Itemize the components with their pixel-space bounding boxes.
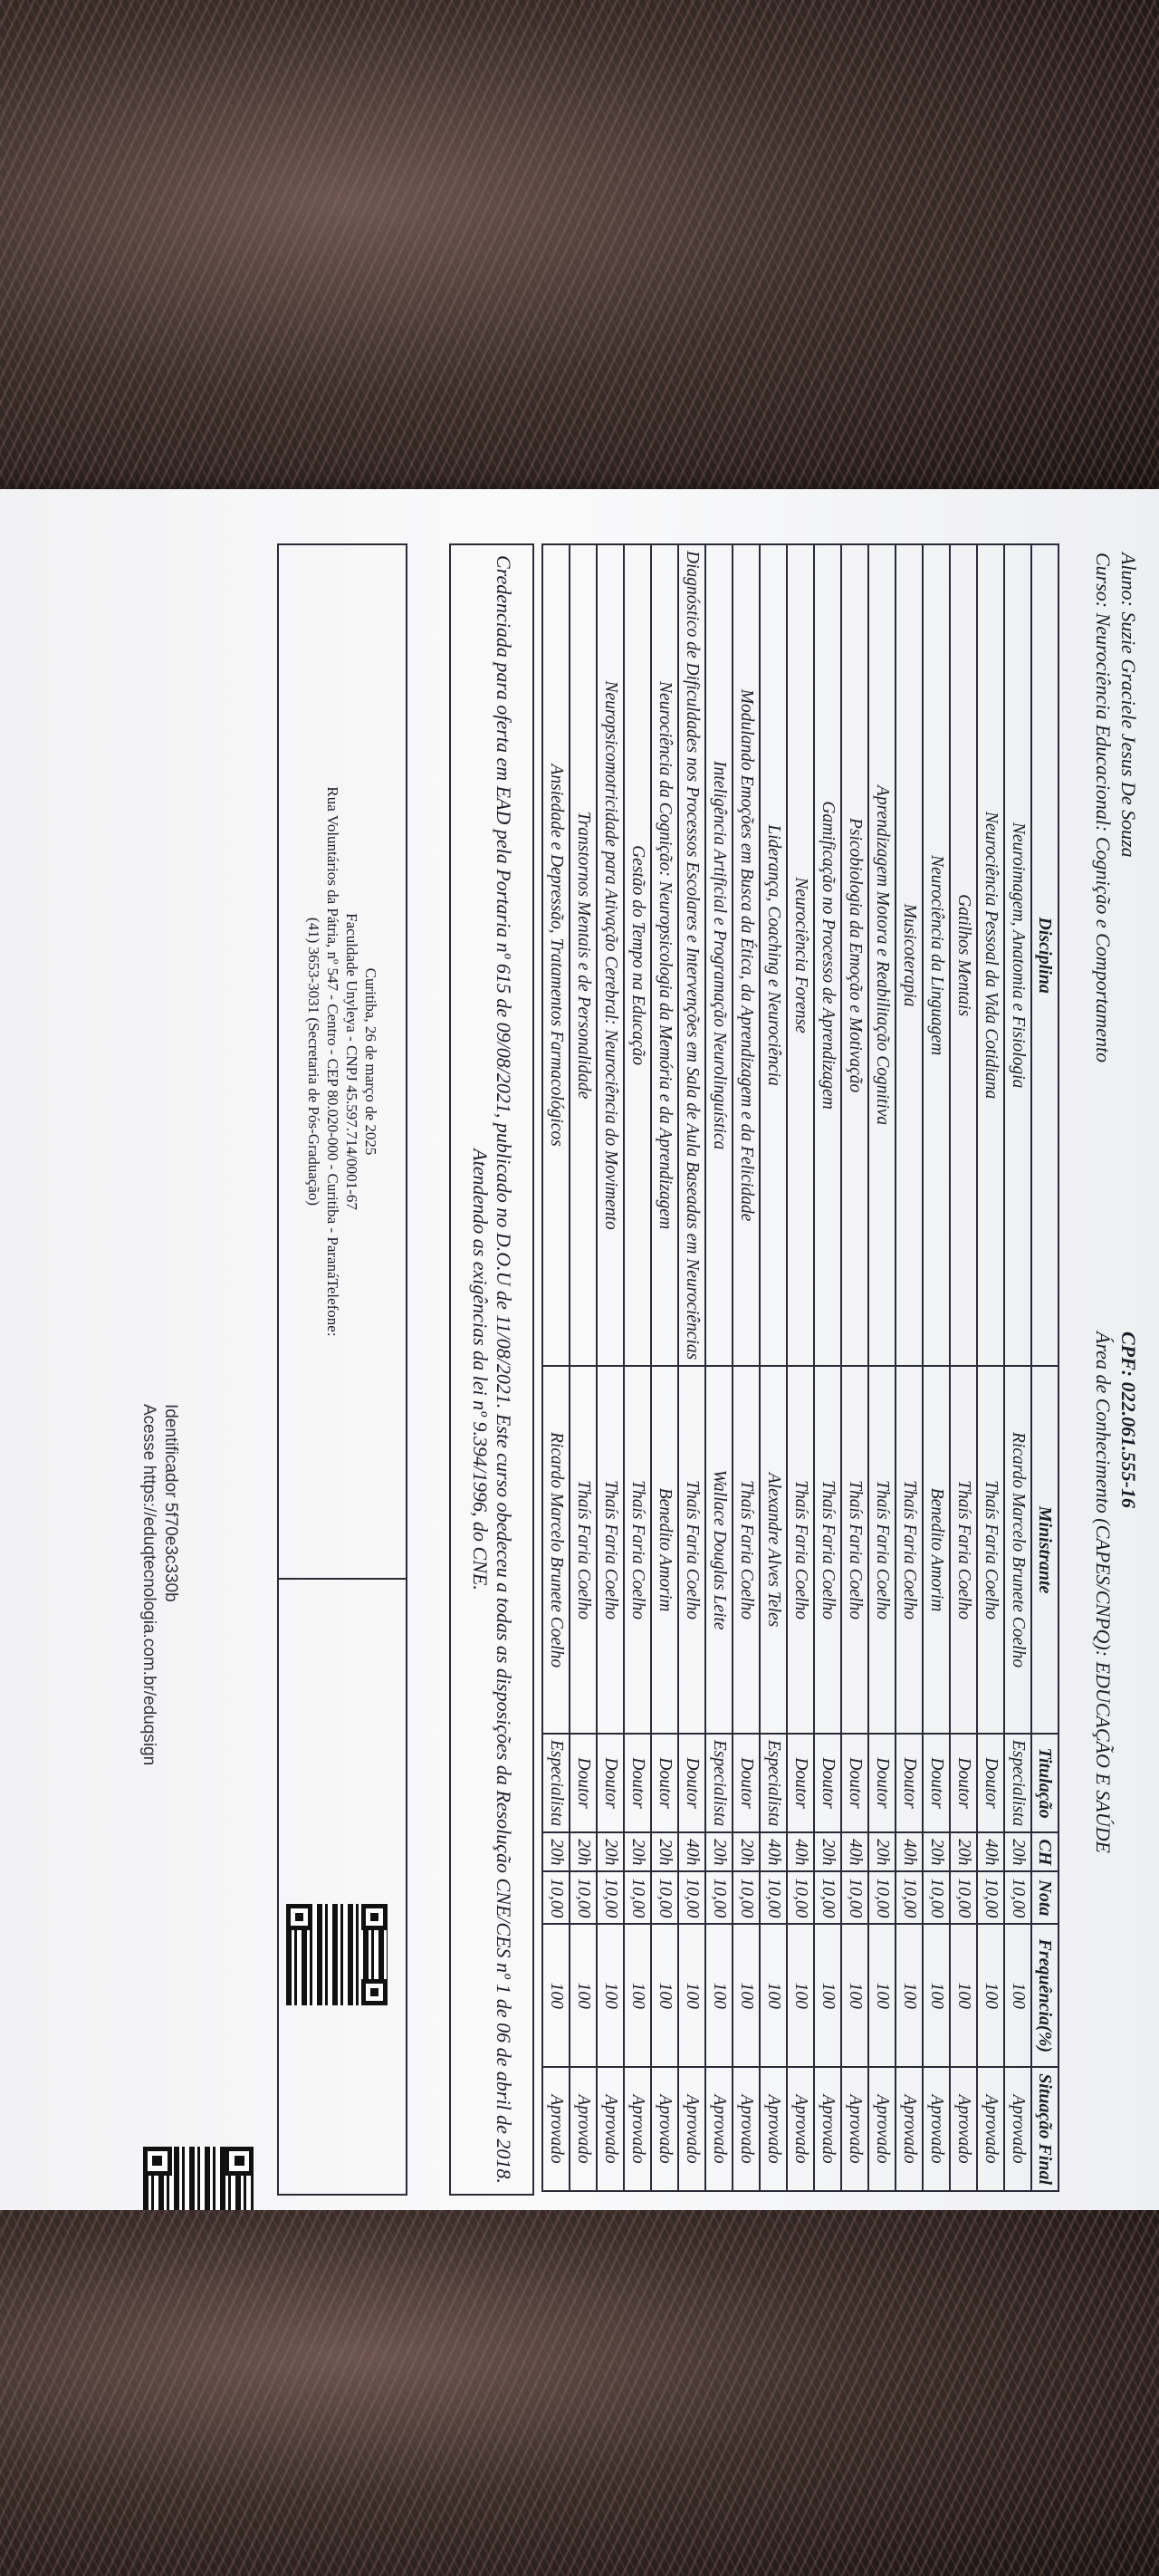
cell-instructor: Alexandre Alves Teles [760,1366,787,1734]
cell-workload: 20h [868,1832,896,1871]
cell-workload: 20h [814,1832,841,1871]
cell-frequency: 100 [733,1924,760,2067]
table-row [814,544,841,2191]
cell-title: Doutor [868,1734,896,1832]
cell-title: Doutor [624,1734,651,1832]
cell-grade: 10,00 [651,1871,678,1924]
cell-title: Doutor [923,1734,950,1832]
cell-grade: 10,00 [950,1871,977,1924]
cell-discipline: Ansiedade e Depressão, Tratamentos Farmacológicos [542,544,570,1366]
student-name: Aluno: Suzie Graciele Jesus De Souza [1117,553,1140,858]
grades-body [542,544,1031,2191]
cell-workload: 40h [787,1832,814,1871]
table-row [1004,544,1031,2191]
certificate-paper [0,489,1159,2264]
cell-discipline: Modulando Emoções em Busca da Ética, da Aprendizagem e da Felicidade [733,544,760,1366]
cell-title: Especialista [542,1734,570,1832]
cell-instructor: Wallace Douglas Leite [705,1366,733,1734]
cell-status: Aprovado [950,2067,977,2191]
cell-discipline: Transtornos Mentais e de Personalidade [570,544,597,1366]
cell-status: Aprovado [814,2067,841,2191]
cell-workload: 20h [923,1832,950,1871]
verification-footer [138,1404,181,1765]
cell-grade: 10,00 [760,1871,787,1924]
cell-frequency: 100 [787,1924,814,2067]
cell-status: Aprovado [678,2067,705,2191]
cell-instructor: Thaís Faria Coelho [977,1366,1004,1734]
blanket-background-top [0,0,1159,507]
cell-grade: 10,00 [787,1871,814,1924]
cell-workload: 20h [570,1832,597,1871]
table-row [624,544,651,2191]
cell-frequency: 100 [624,1924,651,2067]
cell-grade: 10,00 [841,1871,868,1924]
cell-title: Especialista [705,1734,733,1832]
qr-code-icon [286,1904,388,2005]
cell-status: Aprovado [570,2067,597,2191]
cell-instructor: Thaís Faria Coelho [733,1366,760,1734]
cell-discipline: Neurociência Pessoal da Vida Cotidiana [977,544,1004,1366]
table-row [597,544,624,2191]
table-row [651,544,678,2191]
cell-workload: 20h [705,1832,733,1871]
cell-title: Doutor [570,1734,597,1832]
signature-box [277,543,407,2196]
table-row [733,544,760,2191]
cell-workload: 20h [597,1832,624,1871]
cell-frequency: 100 [570,1924,597,2067]
student-header-right [1090,1331,1141,1853]
cell-instructor: Thaís Faria Coelho [570,1366,597,1734]
cell-status: Aprovado [651,2067,678,2191]
cell-discipline: Neuroimagem, Anatomia e Fisiologia [1004,544,1031,1366]
cell-grade: 10,00 [542,1871,570,1924]
header-status: Situação Final [1031,2067,1058,2191]
cell-instructor: Benedito Amorim [651,1366,678,1734]
table-row [760,544,787,2191]
course-name: Curso: Neurociência Educacional: Cognição e Comportamento [1092,553,1115,1063]
credential-line-1: Credenciada para oferta em EAD pela Portaria nº 615 de 09/08/2021, publicado no D.O.U de 11/08/2021. Este curso obedeceu a todas as disposições da Resolução CNE/CES nº 1 de 06 de abril de 2018. [493,555,515,2184]
cell-grade: 10,00 [977,1871,1004,1924]
cell-status: Aprovado [787,2067,814,2191]
cell-grade: 10,00 [678,1871,705,1924]
cell-frequency: 100 [1004,1924,1031,2067]
cell-workload: 40h [841,1832,868,1871]
cell-title: Doutor [896,1734,923,1832]
cell-title: Doutor [597,1734,624,1832]
credential-box [449,543,534,2196]
cell-status: Aprovado [705,2067,733,2191]
cell-workload: 20h [1004,1832,1031,1871]
cell-title: Doutor [651,1734,678,1832]
header-workload: CH [1031,1832,1058,1871]
cell-status: Aprovado [923,2067,950,2191]
cell-grade: 10,00 [1004,1871,1031,1924]
cell-status: Aprovado [841,2067,868,2191]
cell-status: Aprovado [624,2067,651,2191]
cell-instructor: Ricardo Marcelo Brunete Coelho [1004,1366,1031,1734]
cell-discipline: Neuropsicomotricidade para Ativação Cerebral: Neurociência do Movimento [597,544,624,1366]
cell-status: Aprovado [896,2067,923,2191]
cell-workload: 20h [950,1832,977,1871]
table-row [923,544,950,2191]
document-identifier: Identificador 5f70e3c330b [161,1404,180,1602]
cell-discipline: Diagnóstico de Dificuldades nos Processos Escolares e Intervenções em Sala de Aula Baseadas em Neurociências [678,544,705,1366]
table-row [787,544,814,2191]
issuer-info [279,545,406,1580]
cell-grade: 10,00 [570,1871,597,1924]
cell-status: Aprovado [1004,2067,1031,2191]
cell-frequency: 100 [678,1924,705,2067]
cell-workload: 20h [624,1832,651,1871]
cell-instructor: Thaís Faria Coelho [624,1366,651,1734]
table-row [570,544,597,2191]
cell-status: Aprovado [868,2067,896,2191]
cell-status: Aprovado [760,2067,787,2191]
cell-instructor: Thaís Faria Coelho [678,1366,705,1734]
blanket-background-bottom [0,2210,1159,2576]
cell-grade: 10,00 [624,1871,651,1924]
grades-table [541,543,1059,2192]
cell-discipline: Psicobiologia da Emoção e Motivação [841,544,868,1366]
cell-status: Aprovado [733,2067,760,2191]
cell-instructor: Thaís Faria Coelho [841,1366,868,1734]
cell-instructor: Ricardo Marcelo Brunete Coelho [542,1366,570,1734]
header-title: Titulação [1031,1734,1058,1832]
cell-frequency: 100 [705,1924,733,2067]
cell-title: Doutor [733,1734,760,1832]
student-header [1090,553,1141,1062]
cell-frequency: 100 [977,1924,1004,2067]
cell-grade: 10,00 [868,1871,896,1924]
cell-title: Especialista [760,1734,787,1832]
cell-title: Doutor [841,1734,868,1832]
cell-discipline: Neurociência Forense [787,544,814,1366]
table-row [705,544,733,2191]
cell-grade: 10,00 [923,1871,950,1924]
cell-discipline: Neurociência da Cognição: Neuropsicologia da Memória e da Aprendizagem [651,544,678,1366]
institution: Faculdade Unyleya - CNPJ 45.597.714/0001-67 [343,913,360,1210]
institution-phone: (41) 3653-3031 (Secretaria de Pós-Graduação) [305,917,322,1206]
table-row [841,544,868,2191]
cell-title: Doutor [787,1734,814,1832]
cell-title: Especialista [1004,1734,1031,1832]
table-row [896,544,923,2191]
cell-frequency: 100 [923,1924,950,2067]
cell-status: Aprovado [597,2067,624,2191]
cell-discipline: Gamificação no Processo de Aprendizagem [814,544,841,1366]
cell-instructor: Thaís Faria Coelho [597,1366,624,1734]
cell-instructor: Benedito Amorim [923,1366,950,1734]
cell-frequency: 100 [597,1924,624,2067]
cell-discipline: Inteligência Artificial e Programação Neurolinguística [705,544,733,1366]
cell-instructor: Thaís Faria Coelho [950,1366,977,1734]
cell-discipline: Gatilhos Mentais [950,544,977,1366]
table-row [868,544,896,2191]
header-instructor: Ministrante [1031,1366,1058,1734]
cell-title: Doutor [814,1734,841,1832]
cell-discipline: Musicoterapia [896,544,923,1366]
cell-instructor: Thaís Faria Coelho [787,1366,814,1734]
cell-workload: 20h [733,1832,760,1871]
cell-discipline: Gestão do Tempo na Educação [624,544,651,1366]
cell-frequency: 100 [814,1924,841,2067]
cell-grade: 10,00 [896,1871,923,1924]
cell-title: Doutor [950,1734,977,1832]
cell-grade: 10,00 [705,1871,733,1924]
student-cpf: CPF: 022.061.555-16 [1117,1331,1140,1508]
cell-workload: 40h [977,1832,1004,1871]
institution-address: Rua Voluntários da Pátria, nº 547 - Centro - CEP 80.020-000 - Curitiba - ParanáTelefone: [324,786,341,1337]
certificate-document [91,489,1159,2264]
header-grade: Nota [1031,1871,1058,1924]
knowledge-area: Área de Conhecimento (CAPES/CNPQ): EDUCAÇÃO E SAÚDE [1092,1331,1115,1853]
cell-grade: 10,00 [814,1871,841,1924]
table-header-row [1031,544,1058,2191]
cell-discipline: Neurociência da Linguagem [923,544,950,1366]
cell-workload: 40h [760,1832,787,1871]
table-row [542,544,570,2191]
cell-frequency: 100 [950,1924,977,2067]
cell-frequency: 100 [760,1924,787,2067]
cell-instructor: Thaís Faria Coelho [814,1366,841,1734]
header-frequency: Frequência(%) [1031,1924,1058,2067]
cell-instructor: Thaís Faria Coelho [896,1366,923,1734]
cell-instructor: Thaís Faria Coelho [868,1366,896,1734]
cell-frequency: 100 [896,1924,923,2067]
issue-date: Curitiba, 26 de março de 2025 [362,967,379,1156]
cell-frequency: 100 [542,1924,570,2067]
cell-discipline: Liderança, Coaching e Neurociência [760,544,787,1366]
cell-frequency: 100 [868,1924,896,2067]
cell-workload: 40h [678,1832,705,1871]
cell-discipline: Aprendizagem Motora e Reabilitação Cognitiva [868,544,896,1366]
cell-workload: 20h [651,1832,678,1871]
credential-line-2: Atendendo as exigências da lei nº 9.394/1996, do CNE. [469,1149,492,1591]
cell-frequency: 100 [841,1924,868,2067]
header-discipline: Disciplina [1031,544,1058,1366]
cell-frequency: 100 [651,1924,678,2067]
cell-title: Doutor [678,1734,705,1832]
cell-title: Doutor [977,1734,1004,1832]
cell-workload: 20h [542,1832,570,1871]
cell-grade: 10,00 [597,1871,624,1924]
table-row [977,544,1004,2191]
cell-grade: 10,00 [733,1871,760,1924]
table-row [950,544,977,2191]
table-row [678,544,705,2191]
verification-url[interactable]: Acesse https://eduqtecnologia.com.br/eduqsign [139,1404,158,1766]
cell-status: Aprovado [542,2067,570,2191]
cell-workload: 40h [896,1832,923,1871]
cell-status: Aprovado [977,2067,1004,2191]
